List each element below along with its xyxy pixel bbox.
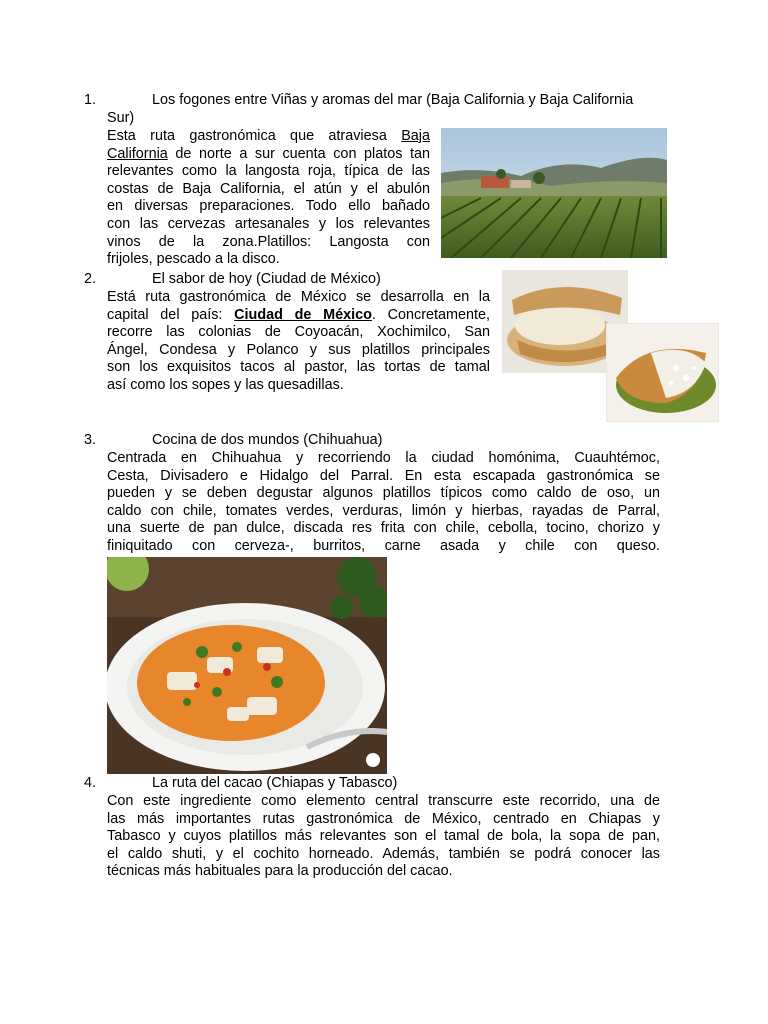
section-2-number: 2. (84, 271, 97, 287)
baja-california-link[interactable]: Baja (401, 128, 430, 144)
section-1-body: Esta ruta gastronómica que atraviesa Baja California de norte a sur cuenta con platos tan relevantes como la langosta roja, típica de las costas de Baja California, el atún y el abulón en diversas preparaciones. Todo ello bañado con las cervezas artesanales y los relevantes vinos de la zona.Platillos: Langosta con frijoles, pescado a la disco. (107, 128, 430, 268)
section-4-heading: La ruta del cacao (Chiapas y Tabasco) (152, 775, 398, 791)
soup-image (107, 557, 387, 774)
section-1-heading-cont: Sur) (107, 110, 135, 126)
section-3-number: 3. (84, 432, 97, 448)
section-2-body: Está ruta gastronómica de México se desarrolla en la capital del país: Ciudad de México. Concretamente, recorre las colonias de Coyoacán, Xochimilco, San Ángel, Condesa y Polanco y sus platillos principales son los exquisitos tacos al pastor, las tortas de tamal así como los sopes y las quesadillas. (107, 289, 490, 393)
watermark-icon (366, 753, 380, 767)
section-1-heading: Los fogones entre Viñas y aromas del mar (Baja California y Baja California (152, 92, 634, 108)
ciudad-de-mexico-link[interactable]: Ciudad de México (234, 306, 372, 323)
section-3-body: Centrada en Chihuahua y recorriendo la ciudad homónima, Cuauhtémoc, Cesta, Divisadero e Hidalgo del Parral. En esta escapada gastronómica se pueden y se deben degustar algunos platillos típicos como caldo de oso, un caldo con chile, tomates verdes, verduras, limón y hierbas, rayadas de Parral, una suerte de pan dulce, discada res frita con chile, cebolla, tocino, chorizo y finiquitado con cerveza-, burritos, carne asada y chile con queso. (107, 450, 660, 554)
vineyard-image (441, 128, 667, 258)
section-1-number: 1. (84, 92, 97, 108)
section-3-heading: Cocina de dos mundos (Chihuahua) (152, 432, 383, 448)
quesadilla-image (606, 323, 719, 422)
section-2-heading: El sabor de hoy (Ciudad de México) (152, 271, 381, 287)
section-4-number: 4. (84, 775, 97, 791)
baja-california-link-cont[interactable]: California (107, 145, 168, 162)
section-4-body: Con este ingrediente como elemento central transcurre este recorrido, una de las más importantes rutas gastronómica de México, centrado en Chiapas y Tabasco y cuyos platillos más relevantes son el tamal de bola, la sopa de pan, el caldo shuti, y el cochito horneado. Además, también se podrá conocer las técnicas más habituales para la producción del cacao. (107, 793, 660, 880)
